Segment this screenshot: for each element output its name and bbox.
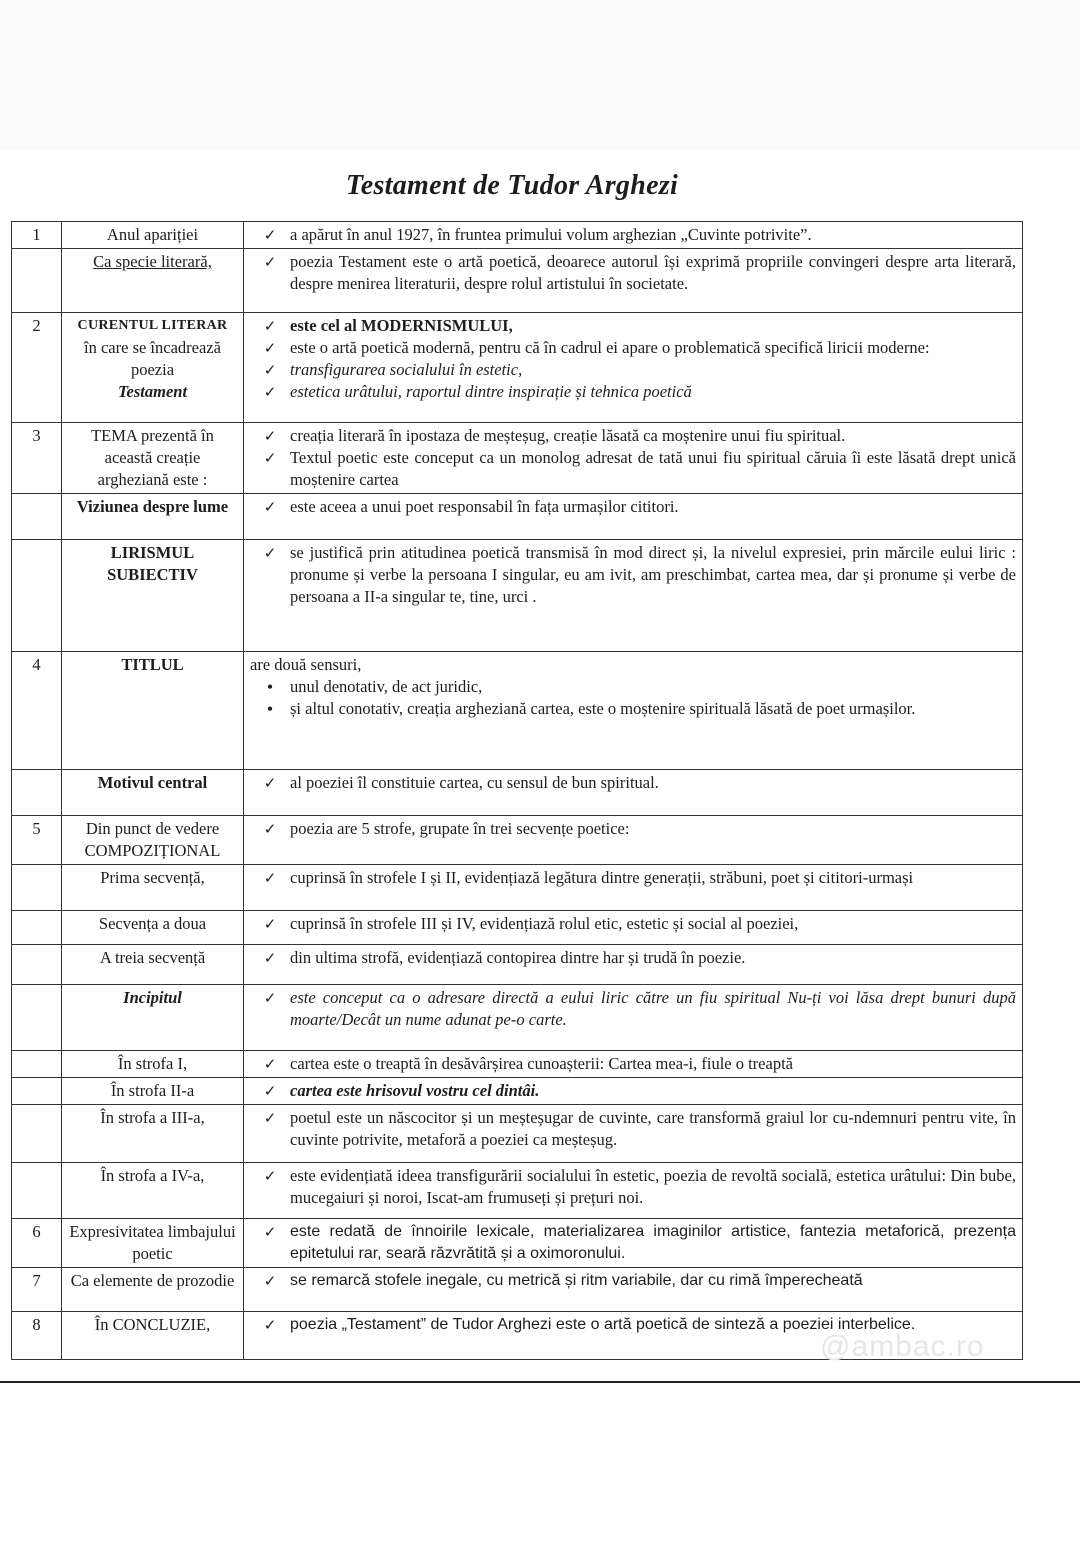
row-text: unul denotativ, de act juridic,: [290, 677, 483, 696]
table-row: [12, 313, 1023, 423]
row-content: [244, 1078, 1023, 1105]
row-number: 5: [12, 816, 62, 865]
row-label: În strofa a IV-a,: [62, 1163, 244, 1219]
row-content: [244, 249, 1023, 313]
check-icon: ✓: [263, 498, 277, 516]
check-icon: ✓: [263, 339, 277, 357]
row-label: Ca specie literară,: [62, 249, 244, 313]
table-row: [12, 249, 1023, 313]
table-row: [12, 770, 1023, 816]
check-icon: ✓: [263, 383, 277, 401]
table-row: [12, 865, 1023, 911]
row-label: Incipitul: [62, 985, 244, 1051]
table-row: [12, 1163, 1023, 1219]
row-text: este evidențiată ideea transfigurării socialului în estetic, poezia de revoltă socială, estetica urâtului: Din bube, mucegaiuri și noroi, Iscat-am frumuseți și prețuri noi.: [290, 1166, 1016, 1207]
row-label: Prima secvență,: [62, 865, 244, 911]
row-label-emph: Testament: [117, 382, 188, 401]
row-label: [62, 313, 244, 423]
table-row: [12, 1219, 1023, 1268]
table-row: [12, 945, 1023, 985]
check-icon: ✓: [263, 869, 277, 887]
row-number: 2: [12, 313, 62, 423]
row-label: Ca elemente de prozodie: [62, 1268, 244, 1312]
row-label: A treia secvență: [62, 945, 244, 985]
row-number: 6: [12, 1219, 62, 1268]
check-icon: ✓: [263, 1109, 277, 1127]
row-content: [244, 816, 1023, 865]
row-text: se remarcă stofele inegale, cu metrică și ritm variabile, dar cu rimă împerecheată: [290, 1272, 863, 1289]
row-label: LIRISMUL SUBIECTIV: [62, 540, 244, 652]
row-content: [244, 1051, 1023, 1078]
row-content: [244, 313, 1023, 423]
row-text: poezia „Testament” de Tudor Arghezi este o artă poetică de sinteză a poeziei interbelice.: [290, 1316, 916, 1333]
watermark: @ambac.ro: [820, 1330, 985, 1363]
row-content: [244, 1163, 1023, 1219]
check-icon: ✓: [263, 1272, 277, 1290]
check-icon: ✓: [263, 915, 277, 933]
check-icon: ✓: [263, 820, 277, 838]
row-content: [244, 423, 1023, 494]
row-text: al poeziei îl constituie cartea, cu sensul de bun spiritual.: [290, 773, 659, 792]
check-icon: ✓: [263, 774, 277, 792]
row-content: [244, 865, 1023, 911]
row-content: [244, 1219, 1023, 1268]
check-icon: ✓: [263, 1055, 277, 1073]
table-row: [12, 985, 1023, 1051]
table-row: [12, 911, 1023, 945]
row-text: a apărut în anul 1927, în fruntea primului volum arghezian „Cuvinte potrivite”.: [290, 225, 812, 244]
table-row: [12, 816, 1023, 865]
row-content: [244, 945, 1023, 985]
page-title: Testament de Tudor Arghezi: [345, 170, 679, 201]
row-label-main: CURENTUL LITERAR: [77, 318, 228, 333]
bullet-icon: •: [266, 699, 274, 719]
row-text: și altul conotativ, creația argheziană cartea, este o moștenire spirituală lăsată de poet urmașilor.: [290, 699, 916, 718]
row-text: cuprinsă în strofele III și IV, evidențiază rolul etic, estetic și social al poeziei,: [290, 914, 799, 933]
row-text: este aceea a unui poet responsabil în fața urmașilor cititori.: [290, 497, 679, 516]
row-content: [244, 540, 1023, 652]
row-number: 3: [12, 423, 62, 494]
check-icon: ✓: [263, 317, 277, 335]
row-label: În strofa a III-a,: [62, 1105, 244, 1163]
row-content: [244, 985, 1023, 1051]
table-row: [12, 1051, 1023, 1078]
check-icon: ✓: [263, 949, 277, 967]
summary-table: [11, 221, 1023, 1360]
check-icon: ✓: [263, 544, 277, 562]
check-icon: ✓: [263, 1223, 277, 1241]
row-content: [244, 652, 1023, 770]
check-icon: ✓: [263, 1167, 277, 1185]
row-label: Expresivitatea limbajului poetic: [62, 1219, 244, 1268]
row-text: din ultima strofă, evidențiază contopirea dintre har și trudă în poezie.: [290, 948, 746, 967]
table-row: [12, 1078, 1023, 1105]
bottom-divider: [0, 1381, 1080, 1383]
row-label: Viziunea despre lume: [62, 494, 244, 540]
table-row: [12, 222, 1023, 249]
table-row: [12, 494, 1023, 540]
row-text: este redată de înnoirile lexicale, materializarea imaginilor artistice, fantezia metaforică, prezența epitetului rar, seară răzvrătită și a oximoronului.: [290, 1223, 1016, 1262]
check-icon: ✓: [263, 427, 277, 445]
row-label: TITLUL: [62, 652, 244, 770]
row-text: transfigurarea socialului în estetic,: [290, 360, 523, 379]
row-label: În strofa I,: [62, 1051, 244, 1078]
row-content: [244, 494, 1023, 540]
row-text: este conceput ca o adresare directă a eului liric către un fiu spiritual Nu-ți voi lăsa drept bunuri după moarte/Decât un nume adunat pe-o carte.: [290, 988, 1016, 1029]
row-text: se justifică prin atitudinea poetică transmisă în mod direct și, la nivelul expresiei, prin mărcile eului liric : pronume și verbe la persoana I singular, eu am ivit, am preschimbat, cartea mea, dar și pronume și verbe de persoana a II-a singular te, tine, urci .: [290, 543, 1016, 606]
row-text: cartea este hrisovul vostru cel dintâi.: [290, 1081, 540, 1100]
row-text: are două sensuri,: [250, 655, 362, 674]
row-label: Motivul central: [62, 770, 244, 816]
row-content: [244, 770, 1023, 816]
check-icon: ✓: [263, 989, 277, 1007]
row-content: [244, 1268, 1023, 1312]
check-icon: ✓: [263, 1082, 277, 1100]
row-text: Textul poetic este conceput ca un monolog adresat de tată unui fiu spiritual căruia îi este lăsată drept unică moștenire cartea: [290, 448, 1016, 489]
row-text: poezia are 5 strofe, grupate în trei secvențe poetice:: [290, 819, 630, 838]
row-text: este cel al MODERNISMULUI,: [290, 316, 513, 335]
check-icon: ✓: [263, 361, 277, 379]
row-label-sub: în care se încadrează poezia: [84, 338, 221, 379]
check-icon: ✓: [263, 1316, 277, 1334]
table-row: [12, 652, 1023, 770]
row-text: creația literară în ipostaza de meșteșug, creație lăsată ca moștenire unui fiu spiritual.: [290, 426, 846, 445]
table-row: [12, 1105, 1023, 1163]
row-label: Secvența a doua: [62, 911, 244, 945]
row-label: Din punct de vedere COMPOZIȚIONAL: [62, 816, 244, 865]
check-icon: ✓: [263, 253, 277, 271]
row-content: [244, 1105, 1023, 1163]
bullet-icon: •: [266, 677, 274, 697]
row-number: 8: [12, 1312, 62, 1360]
row-text: estetica urâtului, raportul dintre inspirație și tehnica poetică: [290, 382, 692, 401]
row-number: 7: [12, 1268, 62, 1312]
table-row: [12, 1268, 1023, 1312]
row-text: cuprinsă în strofele I și II, evidențiază legătura dintre generații, străbuni, poet și cititori-urmași: [290, 868, 914, 887]
row-content: [244, 911, 1023, 945]
table-row: [12, 423, 1023, 494]
row-label: În strofa II-a: [62, 1078, 244, 1105]
row-label: În CONCLUZIE,: [62, 1312, 244, 1360]
row-text: poezia Testament este o artă poetică, deoarece autorul își exprimă propriile convingeri despre arta literară, despre menirea literaturii, despre rolul artistului în societate.: [290, 252, 1016, 293]
check-icon: ✓: [263, 449, 277, 467]
row-number: 4: [12, 652, 62, 770]
page-top-margin: [0, 0, 1080, 150]
row-text: cartea este o treaptă în desăvârșirea cunoașterii: Cartea mea-i, fiule o treaptă: [290, 1054, 793, 1073]
row-text: poetul este un născocitor și un meșteșugar de cuvinte, care transformă graiul lor cu-ndemnuri pentru vite, în cuvinte potrivite, metaforă a poeziei ca meșteșug.: [290, 1108, 1016, 1149]
row-label: TEMA prezentă în această creație argheziană este :: [62, 423, 244, 494]
table-row: [12, 540, 1023, 652]
row-label: Anul apariției: [62, 222, 244, 249]
row-number: 1: [12, 222, 62, 249]
row-text: este o artă poetică modernă, pentru că în cadrul ei apare o problematică specifică liricii moderne:: [290, 338, 930, 357]
row-content: [244, 222, 1023, 249]
check-icon: ✓: [263, 226, 277, 244]
